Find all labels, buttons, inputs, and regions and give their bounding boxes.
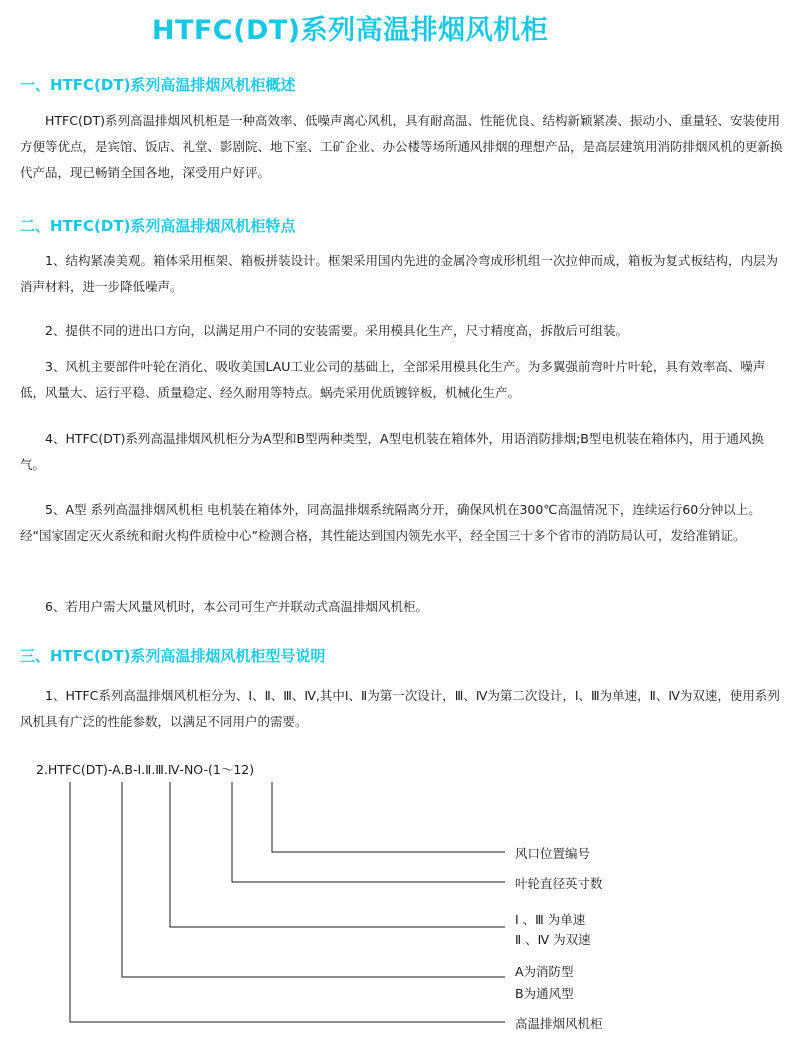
page-title: HTFC(DT)系列高温排烟风机柜 — [151, 15, 549, 46]
model-code: 2.HTFC(DT)-A.B-Ⅰ.Ⅱ.Ⅲ.Ⅳ-NO-(1～12) — [36, 762, 255, 777]
feature-paragraph-3: 3、风机主要部件叶轮在消化、吸收美国LAU工业公司的基础上，全部采用模具化生产。为多翼强前弯叶片叶轮，具有效率高、噪声低，风量大、运行平稳、质量稳定、经久耐用等特点。蜗壳采用优质镀锌板，机械化生产。 — [20, 359, 766, 400]
section-heading-model: 三、HTFC(DT)系列高温排烟风机柜型号说明 — [20, 647, 326, 665]
overview-paragraph: HTFC(DT)系列高温排烟风机柜是一种高效率、低噪声离心风机，具有耐高温、性能优良、结构新颖紧凑、振动小、重量轻、安装使用方便等优点，是宾馆、饭店、礼堂、影剧院、地下室、工矿企业、办公楼等场所通风排烟的理想产品，是高层建筑用消防排烟风机的更新换代产品，现已畅销全国各地，深受用户好评。 — [20, 113, 783, 180]
label-impeller-diameter: 叶轮直径英寸数 — [515, 876, 603, 891]
section-heading-overview: 一、HTFC(DT)系列高温排烟风机柜概述 — [20, 76, 296, 94]
connector-outlet-position — [272, 782, 505, 852]
feature-paragraph-5: 5、A型 系列高温排烟风机柜 电机装在箱体外，同高温排烟系统隔离分开，确保风机在300℃高温情况下，连续运行60分钟以上。经“国家固定灭火系统和耐火构件质检中心”检测合格，其性能达到国内领先水平，经全国三十多个省市的消防局认可，发给准销证。 — [20, 502, 761, 543]
label-type-a: A为消防型 — [515, 964, 574, 979]
connector-speed — [170, 782, 505, 927]
model-paragraph: 1、HTFC系列高温排烟风机柜分为、Ⅰ、Ⅱ、Ⅲ、Ⅳ,其中Ⅰ、Ⅱ为第一次设计，Ⅲ、Ⅳ为第二次设计，Ⅰ、Ⅲ为单速，Ⅱ、Ⅳ为双速，使用系列风机具有广泛的性能参数，以满足不同用户的需要。 — [20, 688, 780, 729]
label-type-b: B为通风型 — [515, 986, 574, 1001]
connector-product-name — [70, 782, 505, 1022]
connector-type — [122, 782, 505, 977]
label-product-name: 高温排烟风机柜 — [515, 1016, 603, 1031]
feature-paragraph-1: 1、结构紧凑美观。箱体采用框架、箱板拼装设计。框架采用国内先进的金属冷弯成形机组一次拉伸而成，箱板为复式板结构，内层为消声材料，进一步降低噪声。 — [20, 253, 778, 294]
feature-paragraph-6: 6、若用户需大风量风机时，本公司可生产并联动式高温排烟风机柜。 — [45, 599, 428, 614]
feature-paragraph-2: 2、提供不同的进出口方向，以满足用户不同的安装需要。采用模具化生产，尺寸精度高，拆散后可组装。 — [45, 323, 628, 338]
connector-impeller-diameter — [232, 782, 505, 882]
label-outlet-position: 风口位置编号 — [515, 846, 591, 861]
feature-paragraph-4: 4、HTFC(DT)系列高温排烟风机柜分为A型和B型两种类型，A型电机装在箱体外，用语消防排烟;B型电机装在箱体内，用于通风换气。 — [20, 431, 764, 472]
label-speed-single: Ⅰ 、Ⅲ 为单速 — [515, 912, 586, 927]
section-heading-features: 二、HTFC(DT)系列高温排烟风机柜特点 — [20, 217, 296, 235]
label-speed-double: Ⅱ 、Ⅳ 为双速 — [515, 932, 591, 947]
